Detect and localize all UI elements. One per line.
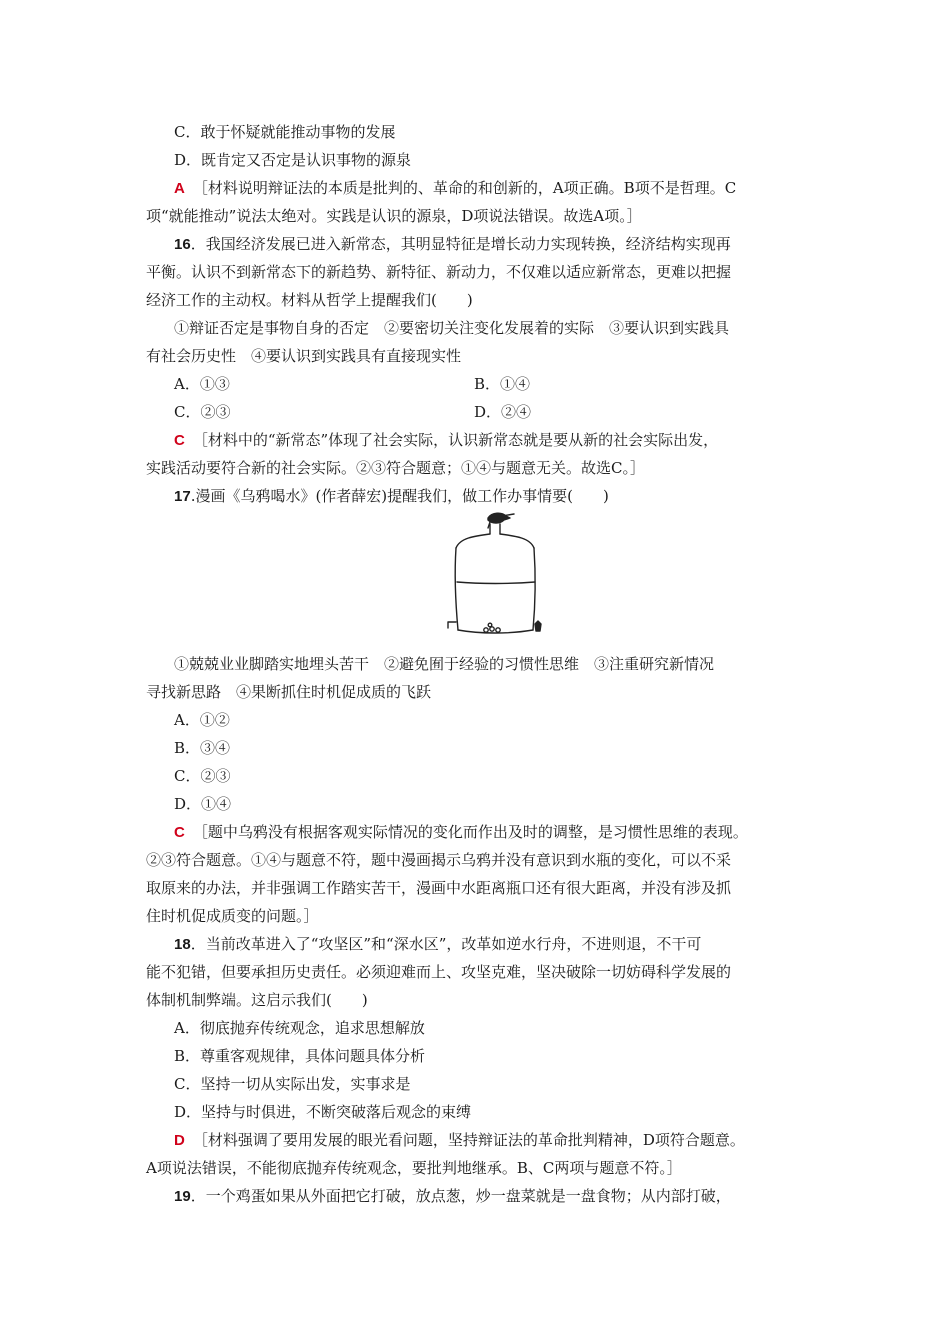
q15-explanation-line-1: A ［材料说明辩证法的本质是批判的、革命的和创新的，A项正确。B项不是哲理。C xyxy=(174,179,737,197)
q17-explanation-line-1: C ［题中乌鸦没有根据客观实际情况的变化而作出及时的调整，是习惯性思维的表现。 xyxy=(174,823,748,841)
q17-option-b: B．③④ xyxy=(174,739,231,757)
crow-drinking-water-cartoon xyxy=(440,508,550,643)
q17-items-line-2: 寻找新思路 ④果断抓住时机促成质的飞跃 xyxy=(146,683,432,701)
q17-explanation-line-3: 取原来的办法，并非强调工作踏实苦干，漫画中水距离瓶口还有很大距离，并没有涉及抓 xyxy=(146,879,732,897)
q17-option-c: C．②③ xyxy=(174,767,231,785)
q15-option-c: C．敢于怀疑就能推动事物的发展 xyxy=(174,123,396,141)
q18-explanation-line-1: D ［材料强调了要用发展的眼光看问题，坚持辩证法的革命批判精神，D项符合题意。 xyxy=(174,1131,745,1149)
q16-explanation-line-1: C ［材料中的“新常态”体现了社会实际，认识新常态就是要从新的社会实际出发， xyxy=(174,431,719,449)
q15-option-d: D．既肯定又否定是认识事物的源泉 xyxy=(174,151,412,169)
q15-explanation-line-2: 项“就能推动”说法太绝对。实践是认识的源泉，D项说法错误。故选A项。］ xyxy=(146,207,642,225)
q16-number: 16 xyxy=(174,236,191,253)
q19-stem-line-1: 19．一个鸡蛋如果从外面把它打破，放点葱，炒一盘菜就是一盘食物；从内部打破， xyxy=(174,1187,731,1205)
q16-items-line-2: 有社会历史性 ④要认识到实践具有直接现实性 xyxy=(146,347,462,365)
q16-option-b: B．①④ xyxy=(474,375,531,393)
q18-explanation-line-2: A项说法错误，不能彻底抛弃传统观念，要批判地继承。B、C两项与题意不符。］ xyxy=(146,1159,682,1177)
q18-number: 18 xyxy=(174,936,191,953)
q18-stem-line-1: 18．当前改革进入了“攻坚区”和“深水区”，改革如逆水行舟，不进则退，不干可 xyxy=(174,935,702,953)
q16-stem-line-3: 经济工作的主动权。材料从哲学上提醒我们( ) xyxy=(146,291,473,309)
q17-explanation-line-4: 住时机促成质变的问题。］ xyxy=(146,907,319,925)
q17-answer: C xyxy=(174,824,185,841)
q17-number: 17 xyxy=(174,488,191,505)
q18-option-c: C．坚持一切从实际出发，实事求是 xyxy=(174,1075,411,1093)
q17-option-a: A．①② xyxy=(174,711,230,729)
q17-items-line-1: ①兢兢业业脚踏实地埋头苦干 ②避免囿于经验的习惯性思维 ③注重研究新情况 xyxy=(174,655,715,673)
q18-stem-line-2: 能不犯错，但要承担历史责任。必须迎难而上、攻坚克难，坚决破除一切妨碍科学发展的 xyxy=(146,963,732,981)
q19-number: 19 xyxy=(174,1188,191,1205)
q16-option-d: D．②④ xyxy=(474,403,532,421)
q16-option-c: C．②③ xyxy=(174,403,231,421)
q16-items-line-1: ①辩证否定是事物自身的否定 ②要密切关注变化发展着的实际 ③要认识到实践具 xyxy=(174,319,730,337)
q15-answer: A xyxy=(174,180,185,197)
q16-stem-line-1: 16．我国经济发展已进入新常态，其明显特征是增长动力实现转换，经济结构实现再 xyxy=(174,235,731,253)
q18-stem-line-3: 体制机制弊端。这启示我们( ) xyxy=(146,991,368,1009)
q16-option-a: A．①③ xyxy=(174,375,230,393)
q18-option-b: B．尊重客观规律，具体问题具体分析 xyxy=(174,1047,426,1065)
q16-answer: C xyxy=(174,432,185,449)
q17-option-d: D．①④ xyxy=(174,795,232,813)
q16-explanation-line-2: 实践活动要符合新的社会实际。②③符合题意；①④与题意无关。故选C。］ xyxy=(146,459,645,477)
q17-explanation-line-2: ②③符合题意。①④与题意不符，题中漫画揭示乌鸦并没有意识到水瓶的变化，可以不采 xyxy=(146,851,732,869)
q18-answer: D xyxy=(174,1132,185,1149)
q16-stem-line-2: 平衡。认识不到新常态下的新趋势、新特征、新动力，不仅难以适应新常态，更难以把握 xyxy=(146,263,732,281)
q18-option-a: A．彻底抛弃传统观念，追求思想解放 xyxy=(174,1019,425,1037)
q18-option-d: D．坚持与时俱进，不断突破落后观念的束缚 xyxy=(174,1103,472,1121)
q17-stem: 17.漫画《乌鸦喝水》(作者薛宏)提醒我们，做工作办事情要( ) xyxy=(174,487,609,505)
